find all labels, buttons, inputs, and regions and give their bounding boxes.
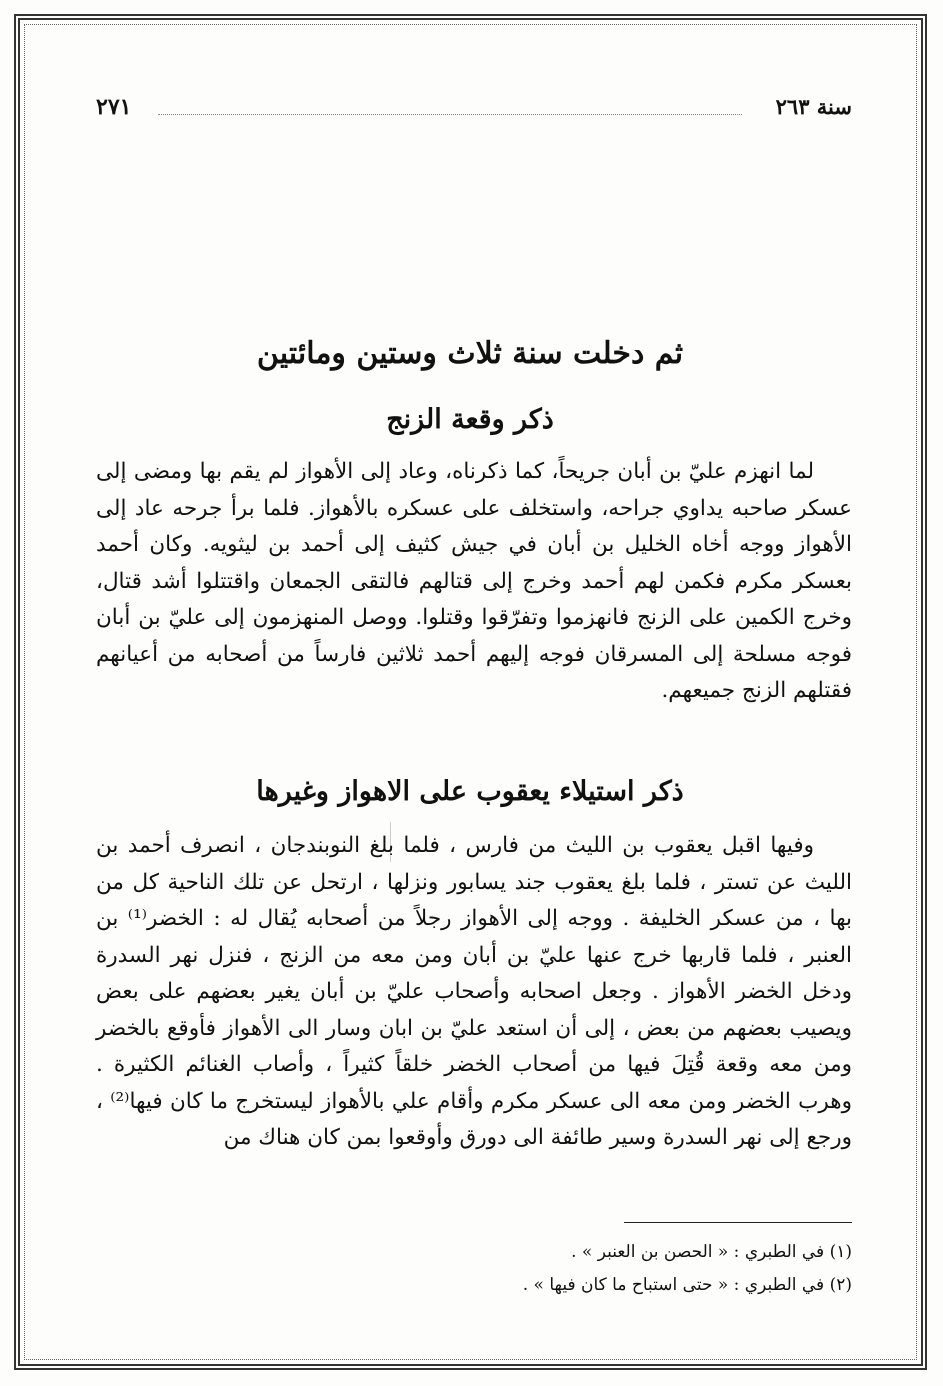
- footnote: (٢) في الطبري : « حتى استباح ما كان فيها » .: [522, 1275, 852, 1295]
- section-heading-yaqub: ذكر استيلاء يعقوب على الاهواز وغيرها: [256, 776, 684, 807]
- paragraph: وفيها اقبل يعقوب بن الليث من فارس ، فلما بلغ النوبندجان ، انصرف أحمد بن الليث عن تستر ، فلما بلغ يعقوب جند يسابور ونزلها ، ارتحل عن تلك الناحية كل من بها ، من عسكر الخليفة . ووجه إلى الأهواز رجلاً من أصحابه يُقال له : الخضر⁽¹⁾ بن العنبر ، فلما قاربها خرج عنها عليّ بن أبان ومن معه من الزنج ، فنزل نهر السدرة ودخل الخضر الأهواز . وجعل اصحابه وأصحاب عليّ بن أبان يغير بعضهم على بعض ويصيب بعضهم من بعض ، إلى أن استعد عليّ بن ابان وسار الى الأهواز فأوقع بالخضر ومن معه وقعة قُتِلَ فيها من أصحاب الخضر خلقاً كثيراً ، وأصاب الغنائم الكثيرة . وهرب الخضر ومن معه الى عسكر مكرم وأقام علي بالأهواز ليستخرج ما كان فيها⁽²⁾ ، ورجع إلى نهر السدرة وسير طائفة الى دورق وأوقعوا بمن كان هناك من: [96, 833, 852, 1150]
- footnotes: [88, 1236, 852, 1302]
- chapter-title: ثم دخلت سنة ثلاث وستين ومائتين: [256, 336, 684, 371]
- footnote: (١) في الطبري : « الحصن بن العنبر » .: [571, 1242, 852, 1262]
- section-heading-zanj: ذكر وقعة الزنج: [386, 404, 554, 435]
- section-text-yaqub: [96, 828, 852, 1157]
- page-number: ٢٧١: [96, 94, 132, 120]
- header-year: سنة ٢٦٣: [775, 94, 852, 119]
- running-header: [88, 94, 852, 124]
- header-leader-dots: [158, 114, 742, 115]
- paragraph: لما انهزم عليّ بن أبان جريحاً، كما ذكرناه، وعاد إلى الأهواز لم يقم بها ومضى إلى عسكر صاحبه يداوي جراحه، واستخلف على عسكره بالأهواز. فلما برأ جرحه عاد إلى الأهواز ووجه أخاه الخليل بن أبان في جيش كثيف إلى أحمد بن ليثويه. وكان أحمد بعسكر مكرم فكمن لهم أحمد وخرج إلى قتالهم فالتقى الجمعان واقتتلوا أشد قتال، وخرج الكمين على الزنج فانهزموا وتفرّقوا وقتلوا. ووصل المنهزمون إلى عليّ بن أبان فوجه مسلحة إلى المسرقان فوجه إليهم أحمد ثلاثين فارساً من أصحابه من أعيانهم فقتلهم الزنج جميعهم.: [96, 459, 852, 703]
- page-content: [88, 86, 852, 1326]
- footnote-separator: [624, 1222, 852, 1223]
- section-text-zanj: [96, 454, 852, 710]
